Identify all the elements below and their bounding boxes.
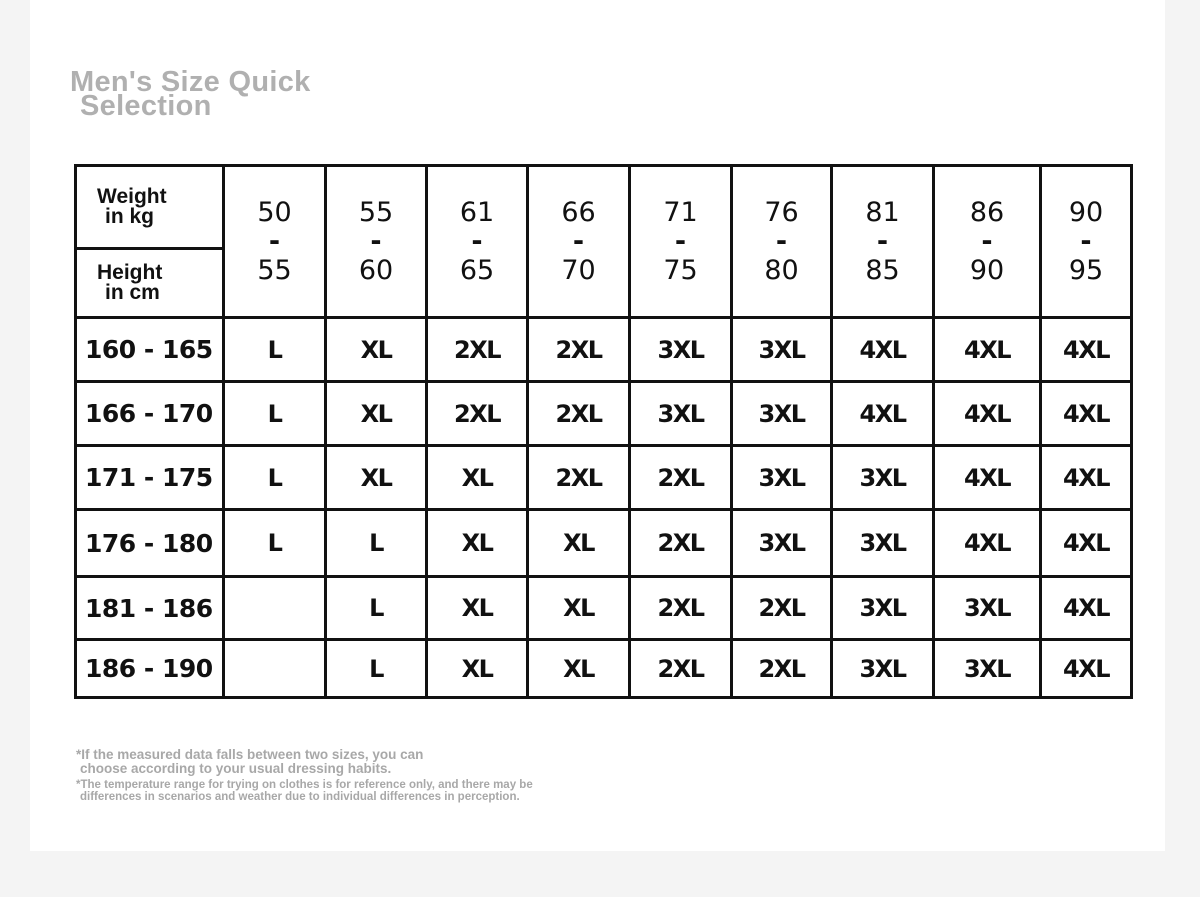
corner-cell — [76, 166, 224, 318]
weight-dash: - — [370, 226, 382, 257]
weight-dash: - — [1080, 226, 1092, 257]
size-cell: 4XL — [934, 382, 1041, 446]
weight-range — [631, 198, 730, 285]
weight-range-header — [224, 166, 326, 318]
size-cell: 4XL — [1041, 510, 1132, 577]
size-cell: 4XL — [832, 382, 934, 446]
weight-range — [1042, 198, 1130, 285]
weight-range — [529, 198, 628, 285]
size-cell: 3XL — [832, 577, 934, 640]
height-range-label: 166 - 170 — [76, 382, 224, 446]
page-title-line-2: Selection — [80, 90, 212, 122]
size-cell: XL — [427, 577, 528, 640]
size-cell: 3XL — [832, 510, 934, 577]
weight-dash: - — [674, 226, 687, 257]
size-cell: XL — [528, 577, 630, 640]
weight-range — [733, 198, 830, 285]
size-cell: XL — [427, 640, 528, 698]
size-cell: 2XL — [630, 510, 732, 577]
weight-from: 61 — [459, 197, 495, 228]
weight-label-line-1: Weight — [97, 185, 167, 208]
weight-range — [935, 198, 1039, 285]
size-cell: L — [326, 640, 427, 698]
size-cell: 4XL — [1041, 640, 1132, 698]
weight-range-header — [1041, 166, 1132, 318]
weight-range-header — [528, 166, 630, 318]
table-body — [76, 166, 1132, 698]
size-cell: 3XL — [630, 318, 732, 382]
size-cell: XL — [326, 318, 427, 382]
weight-range — [833, 198, 932, 285]
weight-to: 85 — [865, 255, 900, 286]
weight-from: 81 — [865, 197, 900, 228]
weight-range — [327, 198, 425, 285]
size-cell: 4XL — [1041, 382, 1132, 446]
size-cell: 2XL — [630, 640, 732, 698]
size-cell: 4XL — [832, 318, 934, 382]
size-cell: L — [224, 510, 326, 577]
size-cell: XL — [427, 510, 528, 577]
weight-to: 65 — [459, 255, 495, 286]
weight-from: 71 — [663, 197, 698, 228]
weight-to: 90 — [969, 255, 1005, 286]
size-cell: 3XL — [832, 640, 934, 698]
size-cell — [224, 577, 326, 640]
weight-dash: - — [572, 226, 585, 257]
weight-range-header — [934, 166, 1041, 318]
size-cell: 2XL — [427, 318, 528, 382]
footnote-temperature-line-1: *The temperature range for trying on clothes is for reference only, and there may be — [76, 779, 533, 791]
size-cell: 3XL — [934, 640, 1041, 698]
weight-header-row — [76, 166, 1132, 318]
size-cell: 4XL — [1041, 318, 1132, 382]
weight-to: 55 — [257, 255, 292, 286]
size-cell: 2XL — [732, 640, 832, 698]
table-row — [76, 318, 1132, 382]
size-cell: 2XL — [427, 382, 528, 446]
size-cell: L — [224, 318, 326, 382]
weight-range-header — [732, 166, 832, 318]
size-cell: L — [326, 577, 427, 640]
size-cell: 4XL — [1041, 577, 1132, 640]
size-cell: 3XL — [732, 446, 832, 510]
footnotes — [76, 748, 676, 803]
table-row — [76, 382, 1132, 446]
weight-to: 60 — [358, 255, 394, 286]
height-range-label: 160 - 165 — [76, 318, 224, 382]
height-label-line-1: Height — [97, 261, 163, 284]
weight-range-header — [326, 166, 427, 318]
size-cell: 2XL — [528, 446, 630, 510]
size-cell: 4XL — [934, 510, 1041, 577]
weight-from: 66 — [561, 197, 596, 228]
height-axis-label — [77, 250, 222, 316]
weight-range-header — [832, 166, 934, 318]
page-title-line-1: Men's Size Quick — [70, 66, 311, 98]
table-row — [76, 446, 1132, 510]
size-cell: 4XL — [934, 446, 1041, 510]
weight-from: 55 — [358, 197, 394, 228]
height-range-label: 176 - 180 — [76, 510, 224, 577]
size-cell: 2XL — [630, 577, 732, 640]
weight-to: 70 — [561, 255, 596, 286]
footnote-sizing — [76, 748, 676, 776]
footnote-temperature-line-2: differences in scenarios and weather due to individual differences in perception. — [80, 791, 520, 803]
size-cell: XL — [528, 640, 630, 698]
size-cell: XL — [528, 510, 630, 577]
size-cell: 3XL — [832, 446, 934, 510]
weight-label-line-2: in kg — [105, 205, 155, 228]
weight-dash: - — [268, 226, 281, 257]
weight-to: 95 — [1068, 255, 1104, 286]
size-cell: XL — [427, 446, 528, 510]
size-cell: XL — [326, 382, 427, 446]
size-cell: L — [224, 382, 326, 446]
weight-from: 90 — [1068, 197, 1104, 228]
height-range-label: 186 - 190 — [76, 640, 224, 698]
size-cell: 4XL — [1041, 446, 1132, 510]
footnote-temperature — [76, 779, 676, 803]
table-row — [76, 510, 1132, 577]
size-cell: 3XL — [630, 382, 732, 446]
weight-dash: - — [471, 226, 483, 257]
page-title — [70, 66, 370, 122]
weight-range-header — [427, 166, 528, 318]
size-cell: L — [326, 510, 427, 577]
weight-to: 80 — [764, 255, 799, 286]
size-cell: XL — [326, 446, 427, 510]
size-cell: 3XL — [732, 510, 832, 577]
size-cell: 2XL — [732, 577, 832, 640]
weight-axis-label — [77, 167, 222, 250]
size-cell: 3XL — [732, 382, 832, 446]
size-cell: 2XL — [528, 318, 630, 382]
weight-from: 50 — [257, 197, 292, 228]
weight-dash: - — [981, 226, 993, 257]
weight-to: 75 — [663, 255, 698, 286]
weight-dash: - — [775, 226, 788, 257]
table-row — [76, 640, 1132, 698]
size-cell: 3XL — [732, 318, 832, 382]
size-cell — [224, 640, 326, 698]
weight-range — [225, 198, 324, 285]
size-cell: 4XL — [934, 318, 1041, 382]
height-range-label: 181 - 186 — [76, 577, 224, 640]
footnote-sizing-line-2: choose according to your usual dressing habits. — [80, 761, 392, 776]
footnote-sizing-line-1: *If the measured data falls between two sizes, you can — [76, 747, 424, 762]
size-cell: L — [224, 446, 326, 510]
height-label-line-2: in cm — [105, 281, 160, 304]
height-range-label: 171 - 175 — [76, 446, 224, 510]
weight-from: 86 — [969, 197, 1005, 228]
weight-from: 76 — [764, 197, 799, 228]
weight-range-header — [630, 166, 732, 318]
size-cell: 3XL — [934, 577, 1041, 640]
weight-range — [428, 198, 526, 285]
weight-dash: - — [876, 226, 889, 257]
table-row — [76, 577, 1132, 640]
size-cell: 2XL — [528, 382, 630, 446]
size-table — [74, 164, 1133, 699]
size-cell: 2XL — [630, 446, 732, 510]
